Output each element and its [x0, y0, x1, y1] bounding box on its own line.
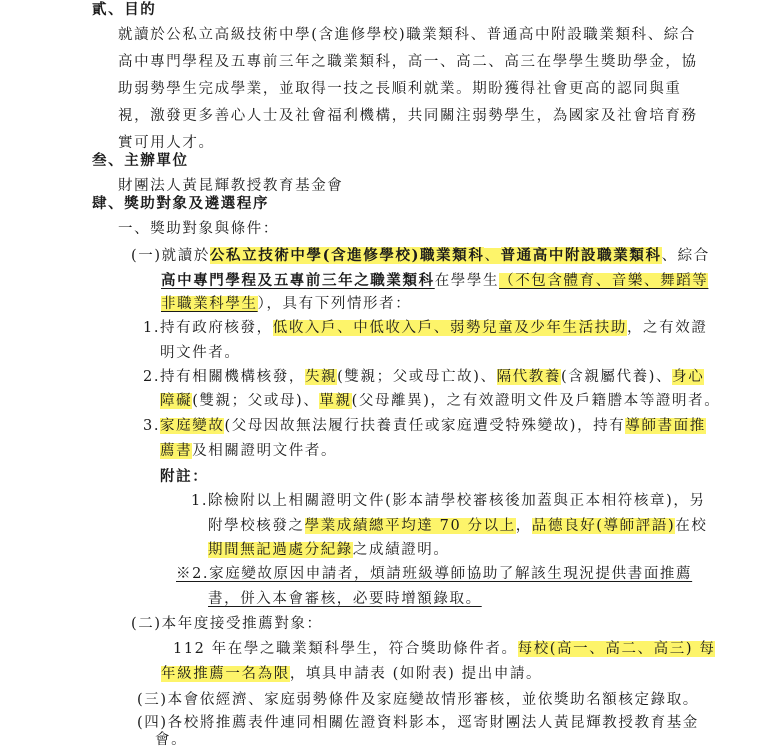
highlighted-text: 、 — [484, 248, 501, 264]
item-3: (三)本會依經濟、家庭弱勢條件及家庭變故情形審核，並依獎助名額核定錄取。 — [137, 692, 699, 708]
section-2-heading: 貳、目的 — [92, 1, 157, 18]
item-4-line-2: 會。 — [155, 732, 188, 748]
purpose-line-2: 高中專門學程及五專前三年之職業類科，高一、高二、高三在學學生獎助學金，協 — [118, 54, 698, 70]
highlighted-text: 公私立技術中學(含進修學校)職業類科 — [209, 247, 485, 264]
text-segment: 3. — [143, 418, 161, 434]
highlighted-text: 失親 — [304, 369, 338, 385]
text-segment: ），具有下列情形者： — [257, 296, 412, 312]
item-4-line-1: (四)各校將推薦表件連同相關佐證資料影本，逕寄財團法人黃昆輝教授教育基金 — [137, 715, 699, 731]
condition-2-line-2 — [160, 391, 720, 411]
subsection-1-heading: 一、獎助對象與條件： — [118, 221, 279, 237]
eligibility-item-1-line-3 — [161, 294, 411, 314]
purpose-line-1: 就讀於公私立高級技術中學(含進修學校)職業類科、普通高中附設職業類科、綜合 — [118, 27, 697, 43]
text-segment: (雙親；父或母亡故)、 — [337, 369, 497, 385]
note-label: 附註： — [160, 468, 209, 485]
highlighted-text: 身心 — [672, 369, 705, 385]
text-segment: 在校 — [675, 518, 708, 534]
underlined-text: 高中專門學程及五專前三年之職業類科 — [161, 272, 435, 289]
purpose-line-4: 視，激發更多善心人士及社會福利機構，共同關注弱勢學生，為國家及社會培育務 — [118, 108, 698, 124]
highlighted-text: 單親 — [319, 393, 352, 409]
highlighted-text: 非職業科學生 — [161, 296, 258, 312]
text-segment: 及相關證明文件者。 — [192, 443, 338, 459]
eligibility-item-1-line-2 — [161, 271, 708, 291]
note-1-line-3 — [208, 540, 450, 560]
text-segment: 之成績證明。 — [352, 542, 450, 558]
text-segment: (含親屬代養)、 — [560, 369, 673, 385]
text-segment: 附學校核發之 — [208, 518, 305, 534]
text-segment: ， — [515, 518, 532, 534]
note-2-line-1: ※2.家庭變故原因申請者，煩請班級導師協助了解該生現況提供書面推薦 — [176, 566, 693, 582]
note-2-line-2: 書，併入本會審核，必要時增額錄取。 — [208, 591, 482, 607]
note-1-line-1: 1.除檢附以上相關證明文件(影本請學校審核後加蓋與正本相符核章)，另 — [191, 493, 706, 509]
section-4-heading: 肆、獎助對象及遴選程序 — [92, 195, 270, 212]
text-segment: (雙親；父或母)、 — [192, 393, 320, 409]
highlighted-text: （不包含體育、音樂、舞蹈等 — [499, 273, 709, 289]
text-segment: 、綜合 — [661, 248, 710, 264]
text-segment: (父母離異)，之有效證明文件及戶籍謄本等證明者。 — [351, 393, 721, 409]
text-segment: 1.持有政府核發， — [143, 320, 273, 336]
purpose-line-5: 實可用人才。 — [118, 135, 215, 151]
text-segment: ，之有效證 — [626, 320, 708, 336]
condition-2-line-1 — [143, 367, 704, 387]
text-segment: ，填具申請表 (如附表) 提出申請。 — [289, 666, 543, 682]
item-2-title: (二)本年度接受推薦對象： — [131, 616, 323, 632]
text-segment: 112 年在學之職業類科學生，符合獎助條件者。 — [173, 641, 518, 657]
highlighted-text: 年級推薦一名為限 — [161, 666, 290, 682]
text-segment: 在學學生 — [434, 273, 500, 289]
highlighted-text: 品德良好(導師評語) — [531, 518, 676, 534]
highlighted-text: 學業成績總平均達 70 分以上 — [304, 518, 516, 534]
highlighted-text: 薦書 — [160, 443, 193, 459]
eligibility-item-1-line-1 — [131, 246, 710, 266]
highlighted-text: 期間無記過處分紀錄 — [208, 542, 353, 558]
highlighted-text: 低收入戶、中低收入戶、弱勢兒童及少年生活扶助 — [272, 320, 627, 336]
text-segment: 2.持有相關機構核發， — [143, 369, 305, 385]
item-2-line-2 — [161, 664, 542, 684]
text-segment: (父母因故無法履行扶養責任或家庭遭受特殊變故)，持有 — [224, 418, 626, 434]
note-1-line-2 — [208, 516, 707, 536]
highlighted-text: 隔代教養 — [496, 369, 561, 385]
highlighted-text: 每校(高一、高二、高三) 每 — [517, 641, 716, 657]
condition-1-line-1 — [143, 318, 707, 338]
highlighted-text: 障礙 — [160, 393, 193, 409]
highlighted-text: 導師書面推 — [625, 418, 706, 434]
highlighted-text: 普通高中附設職業類科 — [500, 247, 662, 264]
condition-3-line-1 — [143, 416, 706, 436]
condition-3-line-2 — [160, 441, 337, 461]
section-3-heading: 叁、主辦單位 — [92, 152, 189, 169]
purpose-line-3: 助弱勢學生完成學業，並取得一技之長順利就業。期盼獲得社會更高的認同與重 — [118, 81, 682, 97]
highlighted-text: 家庭變故 — [160, 418, 225, 434]
text-segment: (一)就讀於 — [131, 248, 210, 264]
item-2-line-1 — [173, 639, 715, 659]
condition-1-line-2: 明文件者。 — [160, 345, 241, 361]
organizer-name: 財團法人黃昆輝教授教育基金會 — [118, 178, 344, 194]
